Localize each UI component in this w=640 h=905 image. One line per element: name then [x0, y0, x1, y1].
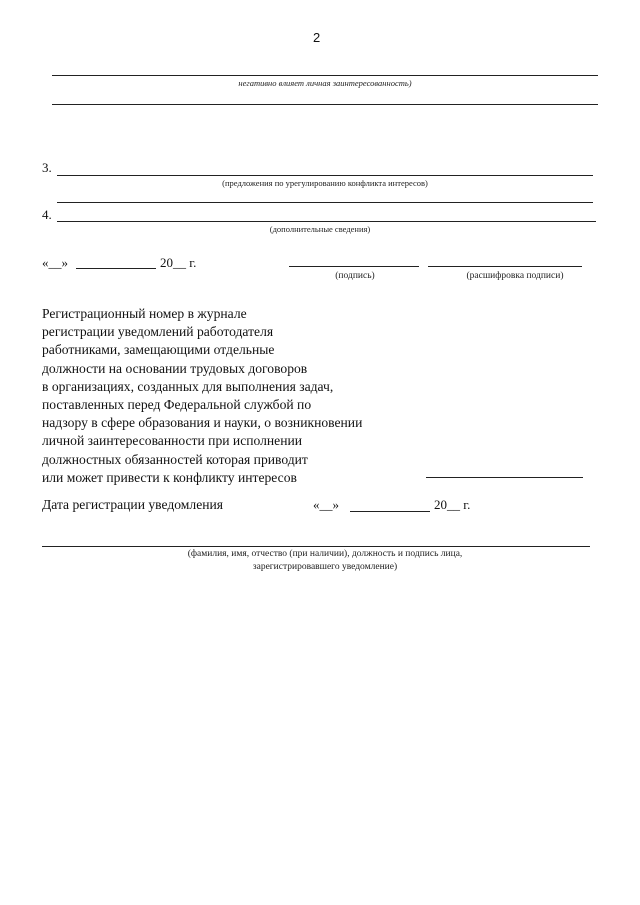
item-3-line-2[interactable] [57, 202, 593, 203]
registration-line: работниками, замещающими отдельные [42, 342, 275, 358]
registration-line: или может привести к конфликту интересов [42, 469, 297, 485]
registration-line: должности на основании трудовых договоров [42, 360, 308, 376]
registration-line: регистрации уведомлений работодателя [42, 324, 274, 340]
signature-date-year: 20__ г. [160, 255, 197, 270]
top-item-line-1 [52, 75, 598, 76]
signature-date-open: «__» [42, 255, 68, 270]
item-4-caption: (дополнительные сведения) [269, 224, 371, 234]
registration-date-month-line[interactable] [350, 511, 430, 512]
signature-line[interactable] [289, 266, 419, 267]
registration-line: Регистрационный номер в журнале [42, 306, 247, 321]
registrar-caption-line-1: (фамилия, имя, отчество (при наличии), должность и подпись лица, [187, 549, 463, 559]
top-item-line-2 [52, 104, 598, 105]
item-4-number: 4. [42, 207, 52, 222]
registration-line: надзору в сфере образования и науки, о возникновении [42, 415, 363, 431]
registration-date-open: «__» [313, 497, 339, 512]
registrar-line[interactable] [42, 546, 590, 547]
item-3-line[interactable] [57, 175, 593, 176]
registration-date-label: Дата регистрации уведомления [42, 497, 224, 512]
registrar-caption-line-2: зарегистрировавшего уведомление) [252, 562, 398, 572]
registration-line: личной заинтересованности при исполнении [42, 433, 303, 449]
page-number: 2 [313, 30, 321, 45]
top-item-caption: негативно влияет личная заинтересованность) [238, 78, 412, 88]
signature-decode-caption: (расшифровка подписи) [466, 271, 564, 281]
item-3-caption: (предложения по урегулированию конфликта интересов) [222, 178, 428, 188]
signature-caption: (подпись) [335, 271, 375, 281]
registration-date-year: 20__ г. [434, 497, 471, 512]
registration-line: в организациях, созданных для выполнения задач, [42, 378, 334, 394]
item-3-number: 3. [42, 160, 52, 175]
signature-date-month-line[interactable] [76, 268, 156, 269]
registration-line: должностных обязанностей которая приводит [42, 451, 308, 467]
registration-number-line[interactable] [426, 477, 583, 478]
signature-decode-line[interactable] [428, 266, 582, 267]
registration-line: поставленных перед Федеральной службой по [42, 397, 312, 413]
registration-paragraph [42, 305, 362, 487]
item-4-line[interactable] [57, 221, 596, 222]
